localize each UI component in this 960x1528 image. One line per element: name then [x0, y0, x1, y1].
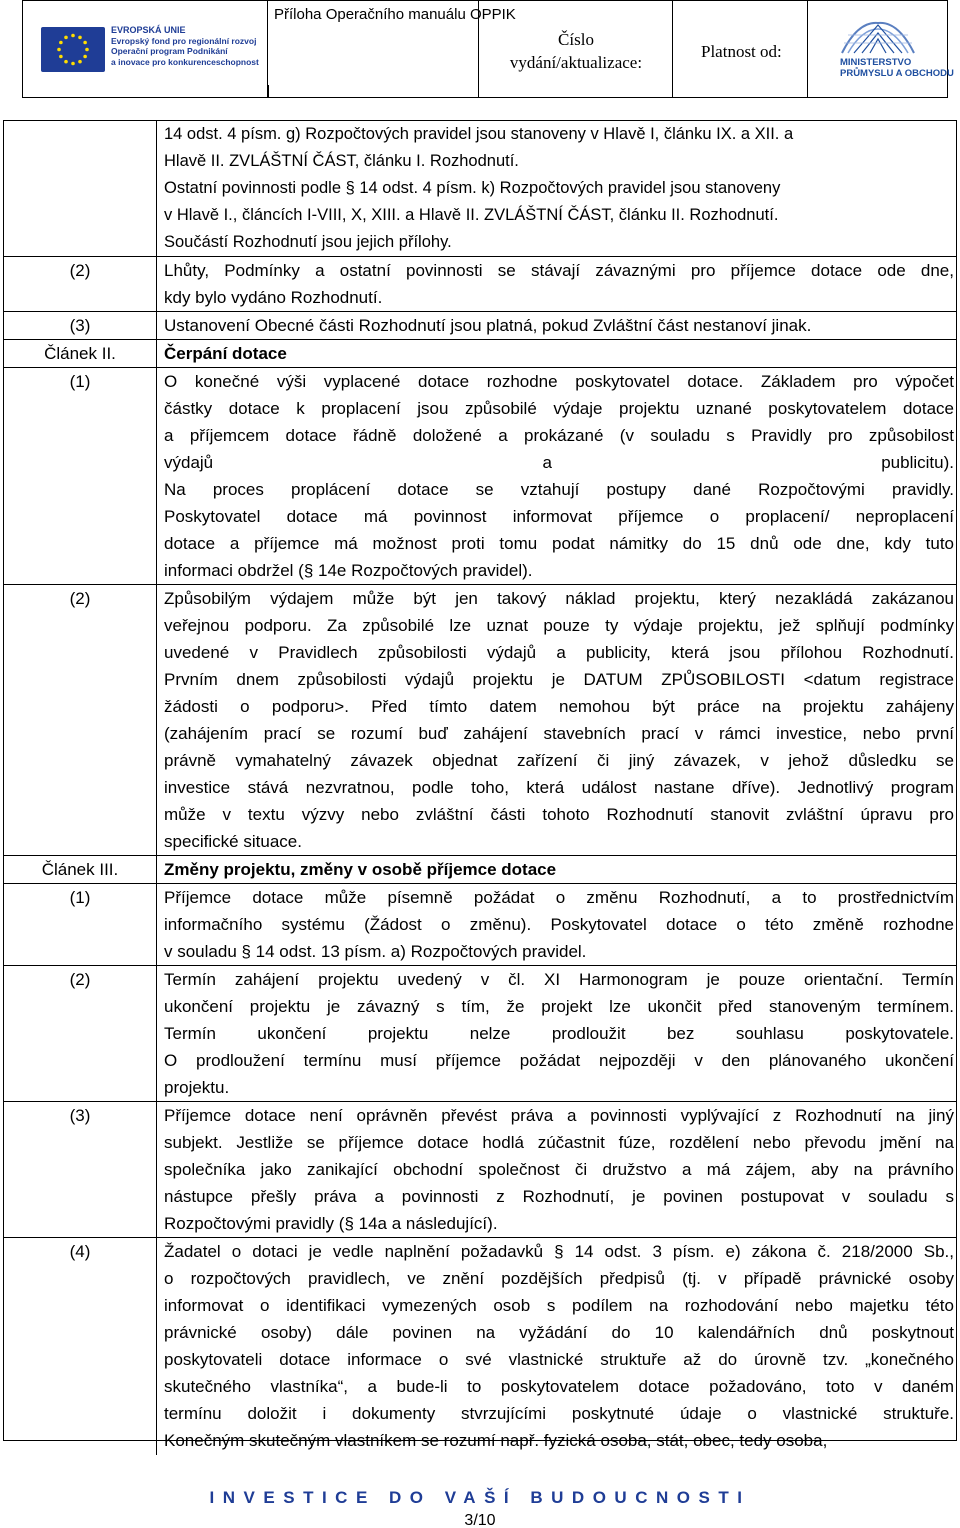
text-line: právně vymahatelný závazek objednat zařízení či jiný závazek, v jehož důsledku se: [164, 751, 954, 770]
page-number: 3/10: [464, 1512, 496, 1528]
text-line: dotace a příjemce má možnost proti tomu podat námitky do 15 dnů ode dne, kdy tuto: [164, 534, 954, 553]
eu-logo-line: Evropský fond pro regionální rozvoj: [111, 35, 257, 46]
footer-slogan: INVESTICE DO VAŠÍ BUDOUCNOSTI: [209, 1488, 751, 1507]
article-row: [4, 340, 956, 368]
text-line: Hlavě II. ZVLÁŠTNÍ ČÁST, článku I. Rozhodnutí.: [164, 152, 519, 170]
paragraph-row: [4, 966, 956, 1102]
paragraph-row: [4, 884, 956, 966]
document-title-cell: [268, 1, 516, 97]
paragraph-text: [164, 257, 954, 311]
paragraph-text: [164, 121, 954, 256]
paragraph-number: (2): [4, 585, 157, 855]
article-number: Článek III.: [4, 856, 157, 883]
text-line: o rozpočtových pravidlech, ve znění pozdějších předpisů (tj. v případě právnické osoby: [164, 1269, 954, 1288]
version-label: [479, 28, 673, 74]
paragraph-number: [4, 121, 157, 256]
version-cell: [478, 1, 673, 97]
text-line: Ostatní povinnosti podle § 14 odst. 4 písm. k) Rozpočtových pravidel jsou stanoveny: [164, 179, 781, 197]
ministry-logo-text: [840, 57, 954, 79]
article-heading: Čerpání dotace: [164, 344, 287, 363]
paragraph-number: (2): [4, 966, 157, 1101]
text-line: Příjemce dotace může písemně požádat o změnu Rozhodnutí, a to prostřednictvím: [164, 888, 954, 907]
paragraph-row: [4, 257, 956, 312]
eu-star: [59, 55, 63, 59]
eu-star: [83, 55, 87, 59]
paragraph-row: [4, 368, 956, 585]
ministry-logo: [808, 1, 954, 97]
text-line: Příjemce dotace není oprávněn převést práva a povinnosti vyplývající z Rozhodnutí na jiný: [164, 1106, 954, 1125]
text-line: investice stává nezvratnou, podle toho, která událost nastane dříve). Jednotlivý program: [164, 778, 954, 797]
text-line: 14 odst. 4 písm. g) Rozpočtových pravidel jsou stanoveny v Hlavě I, článku IX. a XII. a: [164, 125, 794, 143]
ministry-emblem-icon: [838, 19, 918, 57]
text-line: Způsobilým výdajem může být jen takový náklad projektu, který nezakládá zakázanou: [164, 589, 954, 608]
eu-star: [64, 36, 68, 40]
text-line: společníka jako zanikající obchodní společnost či družstvo a má zájem, aby na právního: [164, 1160, 954, 1179]
paragraph-row: [4, 1102, 956, 1238]
paragraph-number: (3): [4, 312, 157, 339]
eu-star: [64, 60, 68, 64]
text-line: informovat o identifikaci vymezených osob s podílem na rozhodování nebo majetku této: [164, 1296, 954, 1315]
eu-star: [71, 62, 75, 66]
version-label-line: vydání/aktualizace:: [509, 53, 643, 72]
text-line: veřejnou podporu. Za způsobilé lze uznat pouze ty výdaje projektu, jež splňují podmínky: [164, 616, 954, 635]
eu-star: [78, 60, 82, 64]
text-line: Součástí Rozhodnutí jsou jejich přílohy.: [164, 233, 452, 251]
text-line: Žadatel o dotaci je vedle naplnění požadavků § 14 odst. 3 písm. e) zákona č. 218/2000 Sb.,: [164, 1242, 954, 1261]
paragraph-text: [164, 1102, 954, 1237]
eu-star: [78, 36, 82, 40]
text-line: Konečným skutečným vlastníkem se rozumí např. fyzická osoba, stát, obec, tedy osoba,: [164, 1431, 828, 1450]
article-heading: Změny projektu, změny v osobě příjemce dotace: [164, 860, 557, 879]
text-line: projektu.: [164, 1078, 230, 1097]
paragraph-text: [164, 585, 954, 855]
text-line: Termín ukončení projektu nelze prodloužit bez souhlasu poskytovatele.: [164, 1024, 954, 1043]
eu-star: [57, 48, 61, 52]
text-line: Termín zahájení projektu uvedený v čl. XI Harmonogram je pouze orientační. Termín: [164, 970, 954, 989]
eu-logo-text: [111, 25, 261, 67]
article-row: [4, 856, 956, 884]
text-line: může v textu výzvy nebo zvláštní části tohoto Rozhodnutí stanovit zvláštní úpravu pro: [164, 805, 954, 824]
text-line: O konečné výši vyplacené dotace rozhodne poskytovatel dotace. Základem pro výpočet: [164, 372, 954, 391]
paragraph-row: [4, 312, 956, 340]
text-line: právnické osoby) dále povinen na vyžádání do 10 kalendářních dnů poskytnout: [164, 1323, 954, 1342]
eu-logo-line: EVROPSKÁ UNIE: [111, 25, 186, 35]
eu-flag-icon: [41, 27, 105, 72]
paragraph-text: [164, 1238, 954, 1454]
ministry-logo-line: PRŮMYSLU A OBCHODU: [840, 68, 954, 79]
text-line: a příjemcem dotace řádně doložené a prokázané (v souladu s Pravidly pro způsobilost: [164, 426, 954, 445]
paragraph-number: (2): [4, 257, 157, 311]
text-line: informaci obdržel (§ 14e Rozpočtových pravidel).: [164, 561, 533, 580]
text-line: v Hlavě I., článcích I-VIII, X, XIII. a Hlavě II. ZVLÁŠTNÍ ČÁST, článku II. Rozhodnutí.: [164, 206, 779, 224]
text-line: v souladu § 14 odst. 13 písm. a) Rozpočtových pravidel.: [164, 942, 587, 961]
text-line: (zahájením prací se rozumí buď zahájení stavebních prací v rámci investice, nebo první: [164, 724, 954, 743]
eu-logo-line: a inovace pro konkurenceschopnost: [111, 56, 259, 67]
paragraph-row: [4, 1238, 956, 1455]
text-line: žádosti o podporu>. Před tímto datem nemohou být práce na projektu zahájeny: [164, 697, 954, 716]
text-line: nástupce přešly práva a povinnosti z Rozhodnutí, je povinen postupovat v souladu s: [164, 1187, 954, 1206]
text-line: specifické situace.: [164, 832, 302, 851]
paragraph-number: (4): [4, 1238, 157, 1455]
eu-star: [71, 34, 75, 38]
paragraph-text: [164, 312, 954, 339]
text-line: Na proces proplácení dotace se vztahují postupy dané Rozpočtovými pravidly.: [164, 480, 954, 499]
text-line: Ustanovení Obecné části Rozhodnutí jsou platná, pokud Zvláštní část nestanoví jinak.: [164, 316, 812, 335]
ministry-logo-line: MINISTERSTVO: [840, 57, 912, 68]
paragraph-number: (1): [4, 884, 157, 965]
text-line: subjekt. Jestliže se příjemce dotace hodlá zúčastnit fúze, rozdělení nebo převodu jmění na: [164, 1133, 954, 1152]
text-line: výdajů a publicitu).: [164, 453, 954, 472]
text-line: skutečného vlastníka“, a bude-li to poskytovatelem dotace požadováno, toto v daném: [164, 1377, 954, 1396]
paragraph-row: [4, 585, 956, 856]
paragraph-number: (3): [4, 1102, 157, 1237]
text-line: Rozpočtovými pravidly (§ 14a a následující).: [164, 1214, 498, 1233]
text-line: částky dotace k proplacení jsou způsobilé výdaje projektu uznané poskytovatelem dotace: [164, 399, 954, 418]
valid-from-cell: [673, 1, 808, 97]
text-line: informačního systému (Žádost o změnu). Poskytovatel dotace o této změně rozhodne: [164, 915, 954, 934]
eu-star: [59, 41, 63, 45]
eu-star: [83, 41, 87, 45]
article-number: Článek II.: [4, 340, 157, 367]
text-line: O prodloužení termínu musí příjemce požádat nejpozději v den plánovaného ukončení: [164, 1051, 954, 1070]
valid-from-label: Platnost od:: [701, 42, 782, 61]
text-line: Lhůty, Podmínky a ostatní povinnosti se stávají závaznými pro příjemce dotace ode dne,: [164, 261, 954, 280]
eu-logo: [23, 1, 268, 97]
version-label-line: Číslo: [558, 30, 594, 49]
paragraph-text: [164, 368, 954, 584]
eu-logo-line: Operační program Podnikání: [111, 46, 228, 56]
text-line: kdy bylo vydáno Rozhodnutí.: [164, 288, 383, 307]
text-line: ukončení projektu je závazný s tím, že projekt lze ukončit před stanoveným termínem.: [164, 997, 954, 1016]
text-line: poskytovateli dotace informace o své vlastnické struktuře až do úrovně tzv. „konečného: [164, 1350, 954, 1369]
document-table: [3, 120, 957, 1450]
paragraph-text: [164, 884, 954, 965]
divider: [268, 85, 269, 97]
paragraph-text: [164, 966, 954, 1101]
text-line: uvedené v Pravidlech způsobilosti výdajů a publicity, která jsou přílohou Rozhodnutí.: [164, 643, 954, 662]
text-line: termínu doložit i dokumenty stvrzujícími poskytnuté údaje o vlastnické struktuře.: [164, 1404, 954, 1423]
eu-star: [85, 48, 89, 52]
paragraph-row: [4, 121, 956, 257]
paragraph-number: (1): [4, 368, 157, 584]
text-line: Prvním dnem způsobilosti výdajů projektu je DATUM ZPŮSOBILOSTI <datum registrace: [164, 670, 954, 689]
document-header: [22, 0, 954, 98]
document-title: Příloha Operačního manuálu OPPIK: [274, 6, 516, 23]
text-line: Poskytovatel dotace má povinnost informovat příjemce o proplacení/ neproplacení: [164, 507, 954, 526]
